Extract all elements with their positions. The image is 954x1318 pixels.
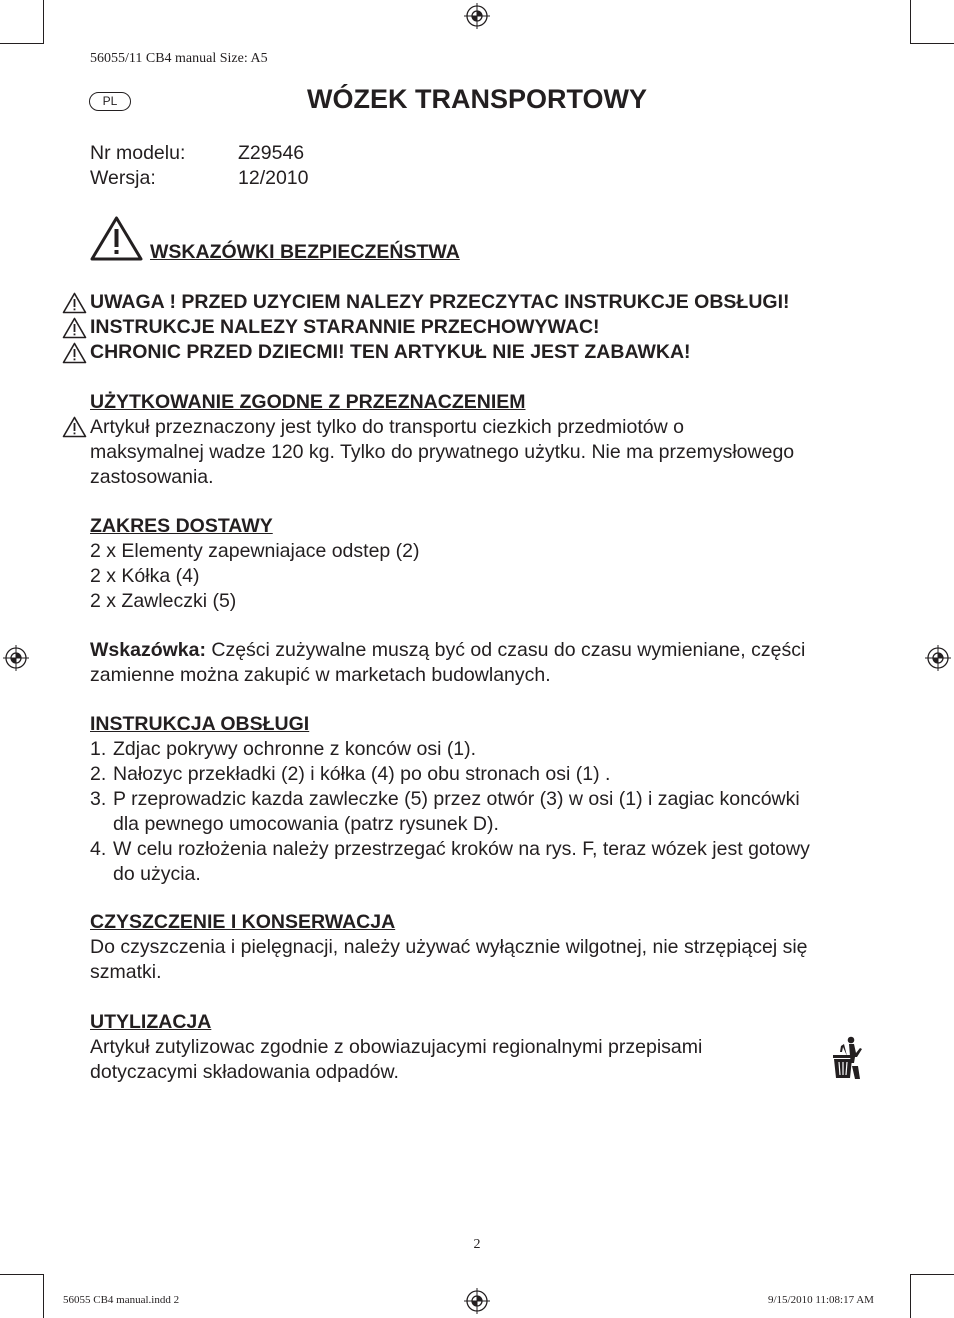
warning-list <box>62 290 790 365</box>
crop-mark <box>910 1274 911 1318</box>
list-item: 2 x Elementy zapewniajace odstep (2) <box>90 540 420 562</box>
step-number: 2. <box>90 763 107 785</box>
cleaning-section <box>90 910 870 985</box>
crop-mark <box>43 0 44 44</box>
step-number: 3. <box>90 788 107 810</box>
warning-triangle-icon <box>62 317 87 339</box>
step-text: Nałozyc przekładki (2) i kółka (4) po obu stronach osi (1) . <box>113 763 611 785</box>
section-heading: INSTRUKCJA OBSŁUGI <box>90 713 310 735</box>
instructions-section <box>90 712 870 887</box>
model-number-row <box>90 141 309 166</box>
safety-heading: WSKAZÓWKI BEZPIECZEŃSTWA <box>150 241 460 263</box>
hint-label: Wskazówka: <box>90 639 206 661</box>
hint-line <box>90 638 870 663</box>
step-item <box>90 787 870 837</box>
text-line: Artykuł przeznaczony jest tylko do transportu ciezkich przedmiotów o <box>90 416 684 438</box>
meta-value: 12/2010 <box>238 167 309 189</box>
list-item: 2 x Zawleczki (5) <box>90 590 237 612</box>
warning-triangle-icon <box>62 292 87 314</box>
text-line: zastosowania. <box>90 466 214 488</box>
crop-mark <box>910 0 911 44</box>
crop-mark <box>0 1274 44 1275</box>
text-line: dotyczacymi składowania odpadów. <box>90 1061 399 1083</box>
registration-mark-icon <box>464 1288 490 1314</box>
disposal-section <box>90 1010 870 1085</box>
meta-label: Wersja: <box>90 167 156 189</box>
text-line: maksymalnej wadze 120 kg. Tylko do prywatnego użytku. Nie ma przemysłowego <box>90 441 795 463</box>
warning-triangle-icon <box>62 416 87 438</box>
step-item <box>90 737 870 762</box>
text-line: szmatki. <box>90 961 162 983</box>
step-text: dla pewnego umocowania (patrz rysunek D). <box>113 813 499 835</box>
step-number: 4. <box>90 838 107 860</box>
crop-mark <box>910 1274 954 1275</box>
version-row <box>90 166 309 191</box>
warning-triangle-icon <box>89 215 144 262</box>
footer-timestamp: 9/15/2010 11:08:17 AM <box>768 1294 874 1306</box>
footer-file-name: 56055 CB4 manual.indd 2 <box>63 1294 180 1306</box>
step-item <box>90 762 870 787</box>
warning-text: UWAGA ! PRZED UZYCIEM NALEZY PRZECZYTAC INSTRUKCJE OBSŁUGI! <box>90 291 790 313</box>
crop-mark <box>0 43 44 44</box>
step-text: P rzeprowadzic kazda zawleczke (5) przez otwór (3) w osi (1) i zagiac koncówki <box>113 788 800 810</box>
waste-bin-icon <box>829 1036 865 1082</box>
step-text: W celu rozłożenia należy przestrzegać kroków na rys. F, teraz wózek jest gotowy <box>113 838 810 860</box>
section-heading: CZYSZCZENIE I KONSERWACJA <box>90 911 396 933</box>
hint-text: zamienne można zakupić w marketach budowlanych. <box>90 664 551 686</box>
intended-use-section <box>90 390 870 490</box>
meta-label: Nr modelu: <box>90 142 186 164</box>
model-info <box>90 141 309 191</box>
step-text: do użycia. <box>113 863 201 885</box>
section-heading: UŻYTKOWANIE ZGODNE Z PRZEZNACZENIEM <box>90 391 526 413</box>
page-number: 2 <box>473 1237 481 1252</box>
registration-mark-icon <box>925 645 951 671</box>
meta-value: Z29546 <box>238 142 305 164</box>
section-body <box>90 415 870 490</box>
step-text: Zdjac pokrywy ochronne z konców osi (1). <box>113 738 477 760</box>
language-badge: PL <box>89 92 131 111</box>
delivery-section <box>90 514 870 614</box>
section-heading: ZAKRES DOSTAWY <box>90 515 273 537</box>
registration-mark-icon <box>464 3 490 29</box>
crop-mark <box>43 1274 44 1318</box>
text-line: Do czyszczenia i pielęgnacji, należy używać wyłącznie wilgotnej, nie strzępiącej się <box>90 936 808 958</box>
hint-section <box>90 638 870 688</box>
warning-text: INSTRUKCJE NALEZY STARANNIE PRZECHOWYWAC! <box>90 316 600 338</box>
warning-text: CHRONIC PRZED DZIECMI! TEN ARTYKUŁ NIE JEST ZABAWKA! <box>90 341 691 363</box>
text-line: Artykuł zutylizowac zgodnie z obowiazujacymi regionalnymi przepisami <box>90 1036 703 1058</box>
registration-mark-icon <box>3 645 29 671</box>
crop-mark <box>910 43 954 44</box>
warning-line <box>62 340 790 365</box>
hint-text: Części zużywalne muszą być od czasu do czasu wymieniane, części <box>211 639 806 661</box>
warning-line <box>62 290 790 315</box>
warning-triangle-icon <box>62 342 87 364</box>
warning-line <box>62 315 790 340</box>
step-item <box>90 837 870 887</box>
page-title: WÓZEK TRANSPORTOWY <box>307 84 647 114</box>
print-header: 56055/11 CB4 manual Size: A5 <box>90 51 268 66</box>
section-heading: UTYLIZACJA <box>90 1011 212 1033</box>
list-item: 2 x Kółka (4) <box>90 565 200 587</box>
step-number: 1. <box>90 738 107 760</box>
